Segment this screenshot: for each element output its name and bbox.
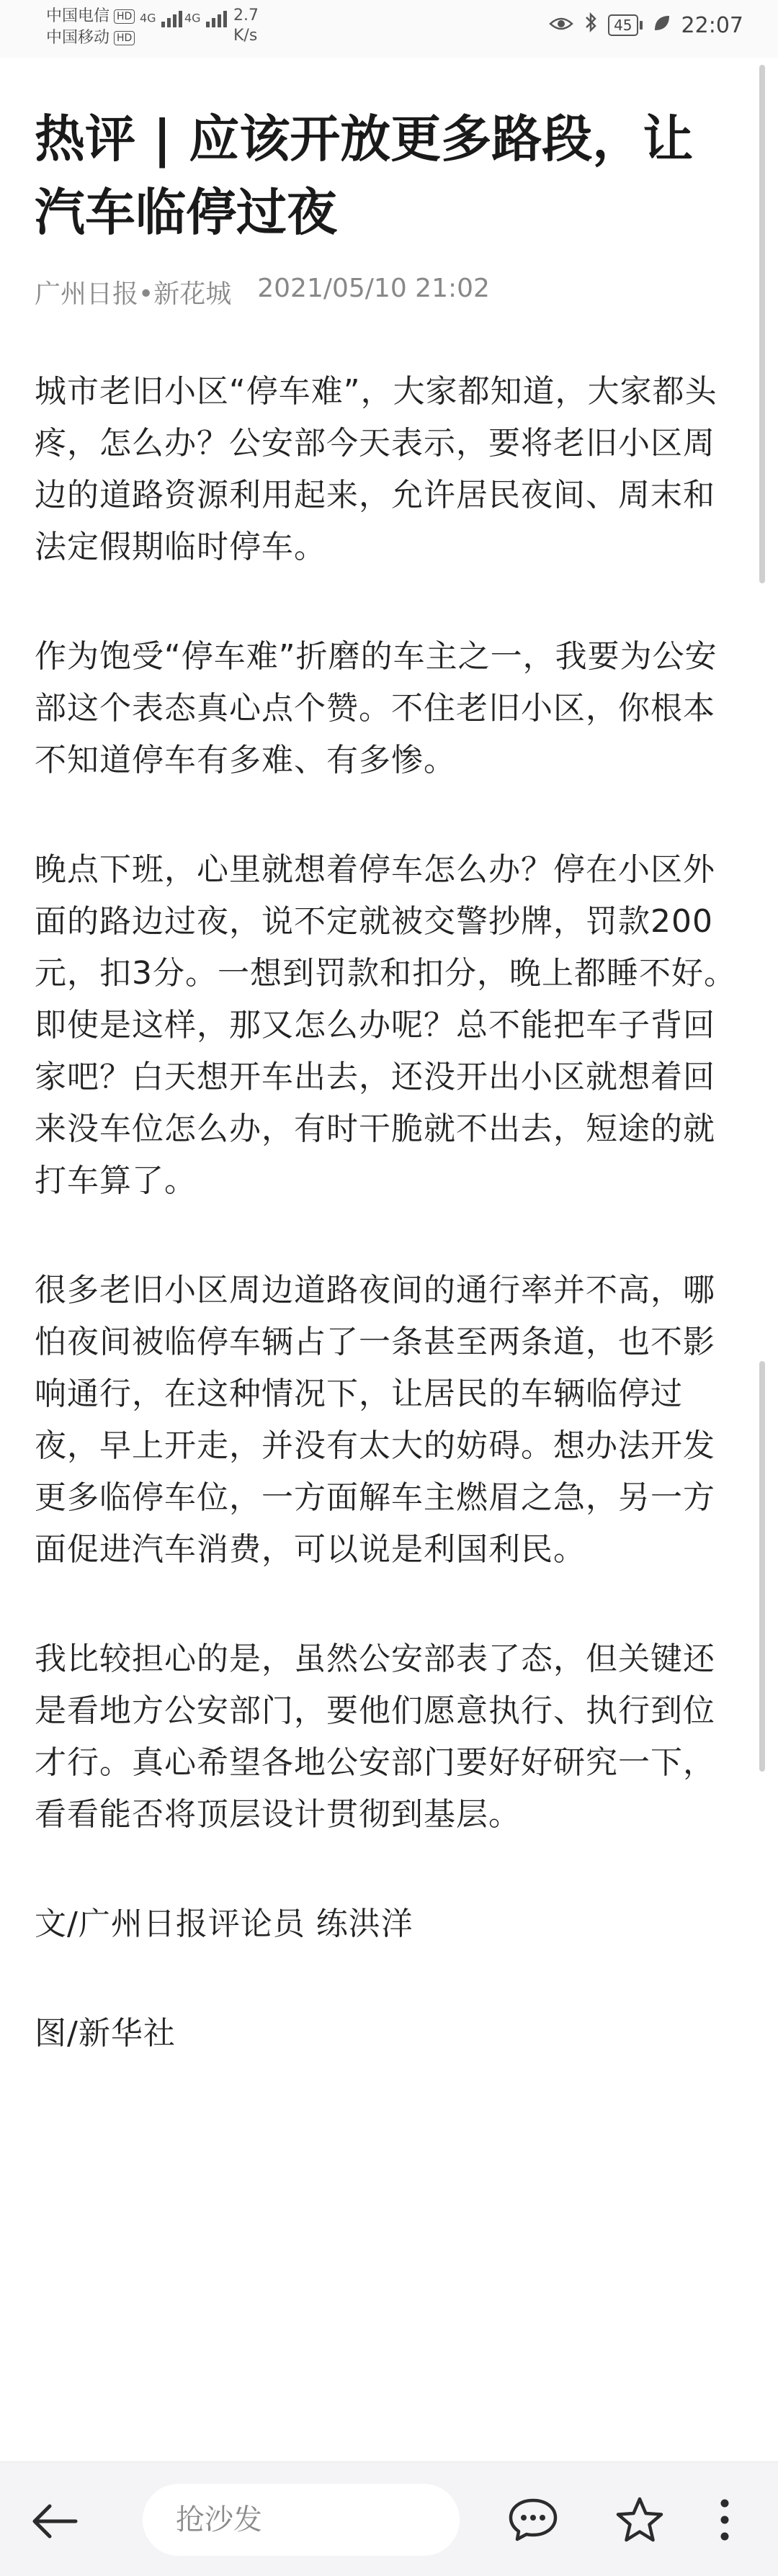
back-arrow-icon — [31, 2503, 79, 2539]
article-author: 文/广州日报评论员 练洪洋 — [35, 1906, 413, 1942]
more-vertical-icon — [720, 2498, 730, 2542]
favorite-button[interactable] — [611, 2491, 669, 2549]
speed-unit: K/s — [233, 27, 258, 45]
comments-button[interactable] — [504, 2491, 562, 2549]
signal-icon — [184, 10, 231, 27]
battery-level: 45 — [608, 14, 638, 36]
carrier-info — [46, 6, 135, 49]
article-paragraph: 作为饱受“停车难”折磨的车主之一，我要为公安部这个表态真心点个赞。不住老旧小区，你根本不知道停车有多难、有多惨。 — [35, 638, 717, 778]
article-datetime: 2021/05/10 21:02 — [257, 274, 490, 303]
article-body — [35, 366, 743, 2117]
comment-icon — [508, 2498, 558, 2542]
speed-value: 2.7 — [233, 6, 259, 24]
comment-input[interactable] — [143, 2484, 460, 2556]
hd-badge: HD — [114, 31, 135, 45]
article-paragraph: 城市老旧小区“停车难”，大家都知道，大家都头疼，怎么办？公安部今天表示，要将老旧小区周边的道路资源利用起来，允许居民夜间、周末和法定假期临时停车。 — [35, 373, 717, 565]
battery-icon — [608, 14, 642, 36]
article-title: 热评 | 应该开放更多路段，让汽车临停过夜 — [35, 109, 694, 242]
article-image-credit: 图/新华社 — [35, 2015, 176, 2052]
network-speed — [233, 6, 259, 46]
network-type: 4G — [140, 11, 156, 25]
carrier-name-1: 中国电信 — [46, 7, 110, 25]
more-button[interactable] — [703, 2491, 746, 2549]
article-meta — [35, 274, 490, 310]
article-source[interactable]: 广州日报•新花城 — [35, 279, 232, 309]
status-bar — [0, 0, 778, 58]
eye-icon — [549, 13, 573, 38]
network-type: 4G — [184, 11, 201, 25]
scrollbar-thumb[interactable] — [759, 65, 765, 583]
hd-badge: HD — [114, 9, 135, 24]
article-paragraph: 晚点下班，心里就想着停车怎么办？停在小区外面的路边过夜，说不定就被交警抄牌，罚款200元，扣3分。一想到罚款和扣分，晚上都睡不好。即使是这样，那又怎么办呢？总不能把车子背回家吧？白天想开车出去，还没开出小区就想着回来没车位怎么办，有时干脆就不出去，短途的就打车算了。 — [35, 851, 736, 1199]
bottom-action-bar — [0, 2461, 778, 2576]
article-paragraph: 很多老旧小区周边道路夜间的通行率并不高，哪怕夜间被临停车辆占了一条甚至两条道，也不影响通行，在这种情况下，让居民的车辆临停过夜，早上开走，并没有太大的妨碍。想办法开发更多临停车位，一方面解车主燃眉之急，另一方面促进汽车消费，可以说是利国利民。 — [35, 1272, 715, 1568]
back-button[interactable] — [26, 2492, 84, 2550]
article-paragraph: 我比较担心的是，虽然公安部表了态，但关键还是看地方公安部门，要他们愿意执行、执行到位才行。真心希望各地公安部门要好好研究一下，看看能否将顶层设计贯彻到基层。 — [35, 1641, 715, 1833]
carrier-name-2: 中国移动 — [46, 29, 110, 47]
star-icon — [615, 2496, 664, 2544]
leaf-icon — [653, 13, 671, 38]
bluetooth-icon — [584, 12, 598, 39]
signal-icon — [140, 10, 186, 27]
scrollbar-thumb[interactable] — [759, 1361, 765, 1772]
clock-time: 22:07 — [681, 12, 743, 38]
